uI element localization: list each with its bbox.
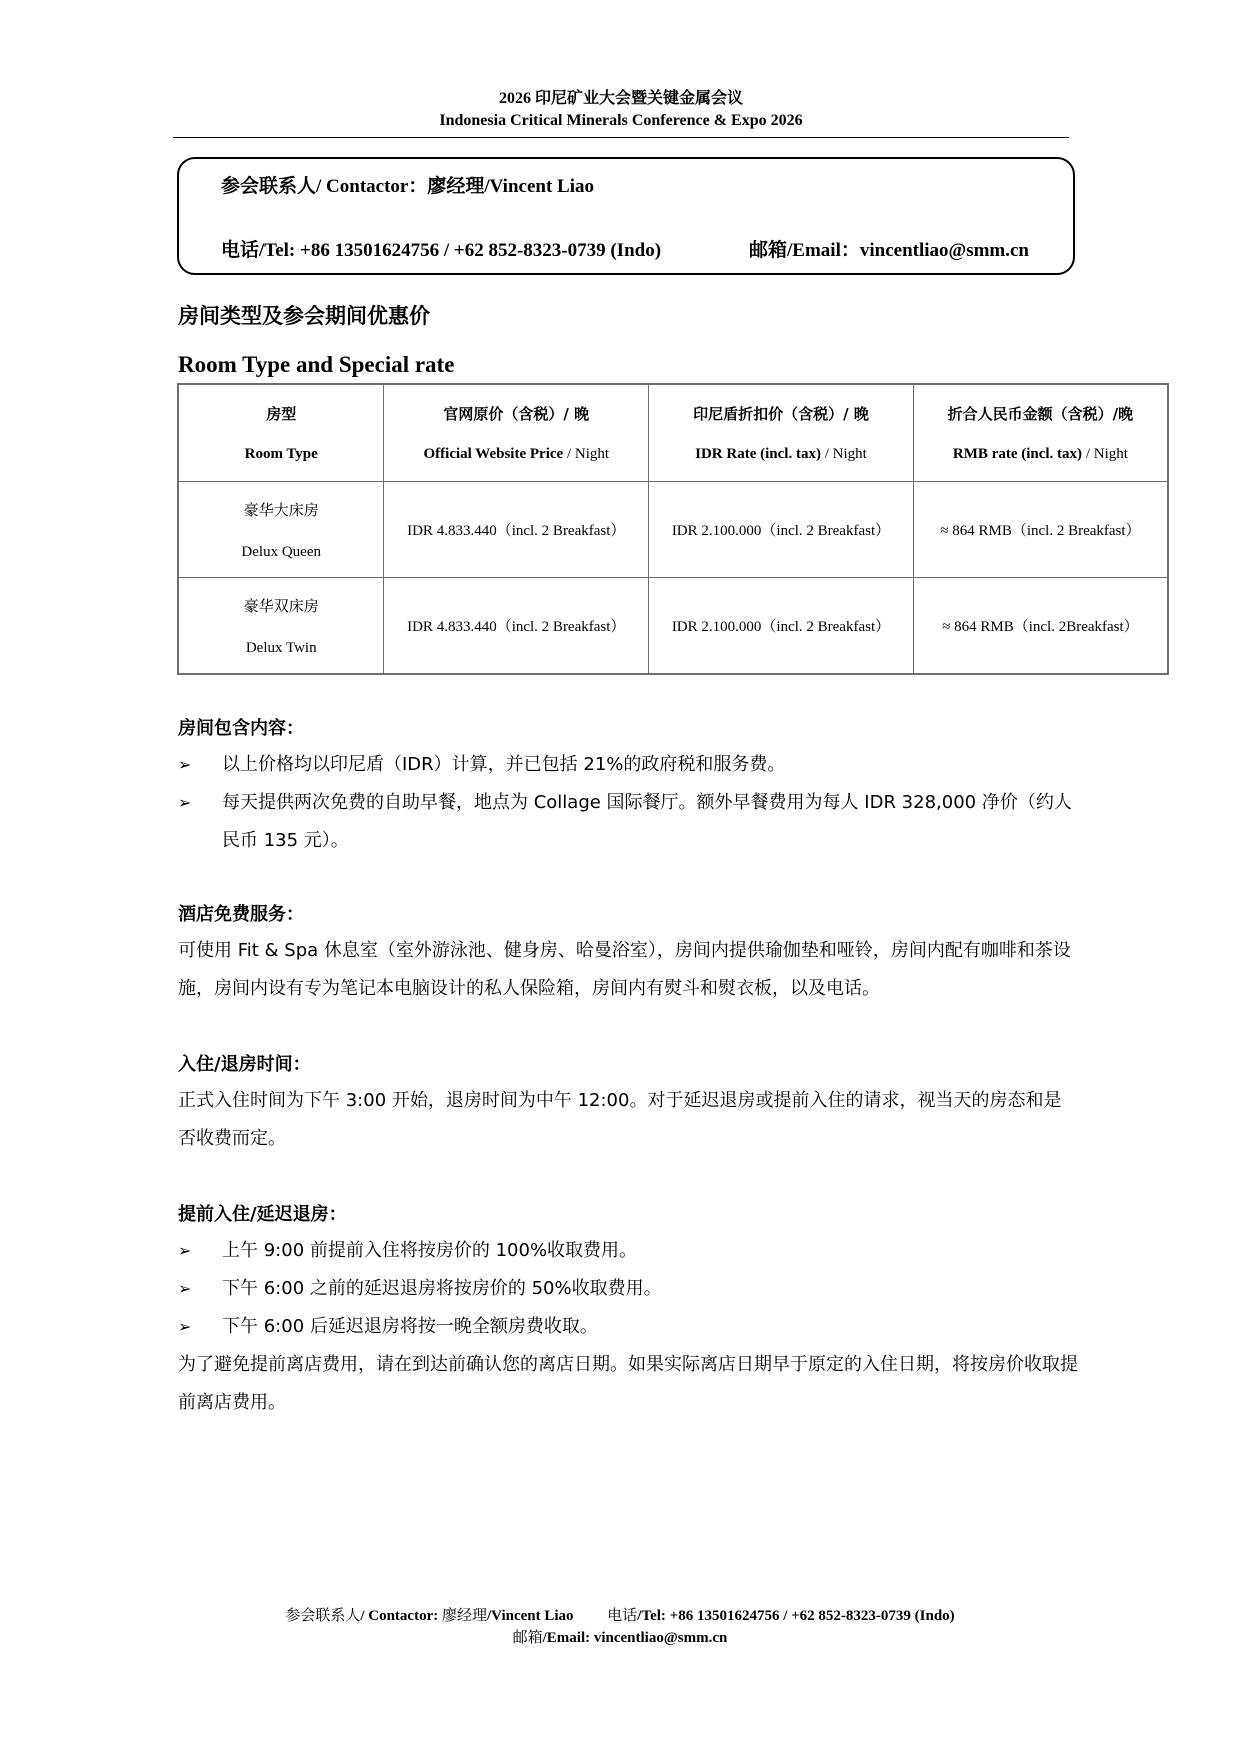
footer-contactor-en: / Contactor: xyxy=(360,1608,442,1624)
column-header-en-normal: / Night xyxy=(563,446,610,462)
column-header-idr-rate xyxy=(649,384,914,482)
early-departure-note: 为了避免提前离店费用，请在到达前确认您的离店日期。如果实际离店日期早于原定的入住日期，将按房价收取提前离店费用。 xyxy=(178,1354,1078,1413)
column-header-en xyxy=(914,446,1167,463)
footer-email-en[interactable]: /Email: vincentliao@smm.cn xyxy=(542,1630,728,1646)
email-label-cn: 邮箱 xyxy=(749,239,788,261)
header-title-en: Indonesia Critical Minerals Conference & Expo 2026 xyxy=(439,112,803,129)
section-title-cn: 房间类型及参会期间优惠价 xyxy=(178,304,430,328)
list-item xyxy=(178,784,1078,860)
email-group xyxy=(749,235,1029,262)
list-item xyxy=(178,1308,1078,1346)
contactor-label-en: / Contactor： xyxy=(316,176,428,197)
column-header-en-normal: / Night xyxy=(820,446,867,462)
checkin-checkout-section xyxy=(178,1048,1078,1158)
room-includes-heading: 房间包含内容： xyxy=(178,718,304,739)
list-item-text: 上午 9:00 前提前入住将按房价的 100%收取费用。 xyxy=(222,1240,638,1261)
tel-value[interactable]: /Tel: +86 13501624756 / +62 852-8323-0739 (Indo) xyxy=(259,240,662,261)
tel-email-line xyxy=(221,235,1029,262)
contactor-name-en: /Vincent Liao xyxy=(484,176,594,197)
contactor-label-cn: 参会联系人 xyxy=(221,175,317,197)
table-row xyxy=(178,578,1168,675)
contact-box xyxy=(177,157,1075,275)
list-item xyxy=(178,1270,1078,1308)
arrowhead-bullet-icon: ➢ xyxy=(178,755,192,774)
column-header-en-bold: Official Website Price xyxy=(423,446,564,462)
column-header-rmb-rate xyxy=(913,384,1168,482)
header-divider xyxy=(173,137,1069,138)
column-header-room-type xyxy=(178,384,384,482)
arrowhead-bullet-icon: ➢ xyxy=(178,1279,192,1298)
rmb-rate-cell: ≈ 864 RMB（incl. 2 Breakfast） xyxy=(913,482,1168,578)
room-name-en: Delux Twin xyxy=(245,639,317,656)
footer-line-1 xyxy=(200,1605,1040,1627)
idr-rate-cell: IDR 2.100.000（incl. 2 Breakfast） xyxy=(649,578,914,675)
column-header-en-bold: RMB rate (incl. tax) xyxy=(952,446,1083,462)
column-header-cn: 官网原价（含税）/ 晚 xyxy=(443,405,590,423)
list-item xyxy=(178,1232,1078,1270)
footer-name-cn: 廖经理 xyxy=(441,1606,487,1624)
list-item-text: 每天提供两次免费的自助早餐，地点为 Collage 国际餐厅。额外早餐费用为每人 IDR 328,000 净价（约人民币 135 元）。 xyxy=(222,792,1072,851)
list-item xyxy=(178,746,1078,784)
hotel-services-section xyxy=(178,898,1078,1008)
footer-tel-cn: 电话 xyxy=(607,1606,638,1624)
official-price-cell: IDR 4.833.440（incl. 2 Breakfast） xyxy=(384,578,649,675)
column-header-official-price xyxy=(384,384,649,482)
footer-contactor-cn: 参会联系人 xyxy=(285,1606,361,1624)
checkin-checkout-heading: 入住/退房时间： xyxy=(178,1054,311,1075)
arrowhead-bullet-icon: ➢ xyxy=(178,1241,192,1260)
page-footer xyxy=(200,1605,1040,1649)
official-price-cell: IDR 4.833.440（incl. 2 Breakfast） xyxy=(384,482,649,578)
column-header-en-normal: / Night xyxy=(1082,446,1128,462)
table-header-row xyxy=(178,384,1168,482)
room-type-cell xyxy=(178,578,384,675)
section-title-en: Room Type and Special rate xyxy=(178,352,455,377)
checkin-checkout-text: 正式入住时间为下午 3:00 开始，退房时间为中午 12:00。对于延迟退房或提前入住的请求，视当天的房态和是否收费而定。 xyxy=(178,1090,1062,1149)
room-includes-section xyxy=(178,712,1078,860)
rate-table xyxy=(177,383,1169,675)
footer-name-en: /Vincent Liao xyxy=(487,1608,574,1624)
room-name-cn: 豪华双床房 xyxy=(243,596,319,615)
column-header-en xyxy=(179,446,383,463)
early-late-heading: 提前入住/延迟退房： xyxy=(178,1204,347,1225)
idr-rate-cell: IDR 2.100.000（incl. 2 Breakfast） xyxy=(649,482,914,578)
contactor-line xyxy=(221,171,594,198)
room-type-cell xyxy=(178,482,384,578)
hotel-services-text: 可使用 Fit & Spa 休息室（室外游泳池、健身房、哈曼浴室），房间内提供瑜伽垫和哑铃，房间内配有咖啡和茶设施，房间内设有专为笔记本电脑设计的私人保险箱，房间内有熨斗和熨衣板，以及电话。 xyxy=(178,940,1071,999)
column-header-cn: 折合人民币金额（含税）/晚 xyxy=(947,405,1134,423)
page-header xyxy=(173,88,1069,132)
contactor-name-cn: 廖经理 xyxy=(427,175,485,197)
arrowhead-bullet-icon: ➢ xyxy=(178,793,192,812)
table-row xyxy=(178,482,1168,578)
footer-email-cn: 邮箱 xyxy=(512,1628,543,1646)
list-item-text: 下午 6:00 后延迟退房将按一晚全额房费收取。 xyxy=(222,1316,598,1337)
footer-line-2 xyxy=(200,1627,1040,1649)
column-header-en-bold: Room Type xyxy=(244,446,318,462)
arrowhead-bullet-icon: ➢ xyxy=(178,1317,192,1336)
footer-tel-en[interactable]: /Tel: +86 13501624756 / +62 852-8323-0739 (Indo) xyxy=(637,1608,955,1624)
rmb-rate-cell: ≈ 864 RMB（incl. 2Breakfast） xyxy=(913,578,1168,675)
list-item-text: 以上价格均以印尼盾（IDR）计算，并已包括 21%的政府税和服务费。 xyxy=(222,754,786,775)
hotel-services-heading: 酒店免费服务： xyxy=(178,904,304,925)
email-value[interactable]: /Email：vincentliao@smm.cn xyxy=(787,240,1029,261)
room-name-cn: 豪华大床房 xyxy=(243,500,319,519)
header-title-cn: 2026 印尼矿业大会暨关键金属会议 xyxy=(498,90,743,107)
column-header-en xyxy=(649,446,913,463)
tel-label-cn: 电话 xyxy=(221,239,260,261)
column-header-cn: 房型 xyxy=(266,405,297,423)
list-item-text: 下午 6:00 之前的延迟退房将按房价的 50%收取费用。 xyxy=(222,1278,662,1299)
column-header-en-bold: IDR Rate (incl. tax) xyxy=(695,446,821,462)
column-header-en xyxy=(384,446,648,463)
early-late-section xyxy=(178,1198,1078,1422)
column-header-cn: 印尼盾折扣价（含税）/ 晚 xyxy=(693,405,869,423)
room-name-en: Delux Queen xyxy=(241,543,321,560)
